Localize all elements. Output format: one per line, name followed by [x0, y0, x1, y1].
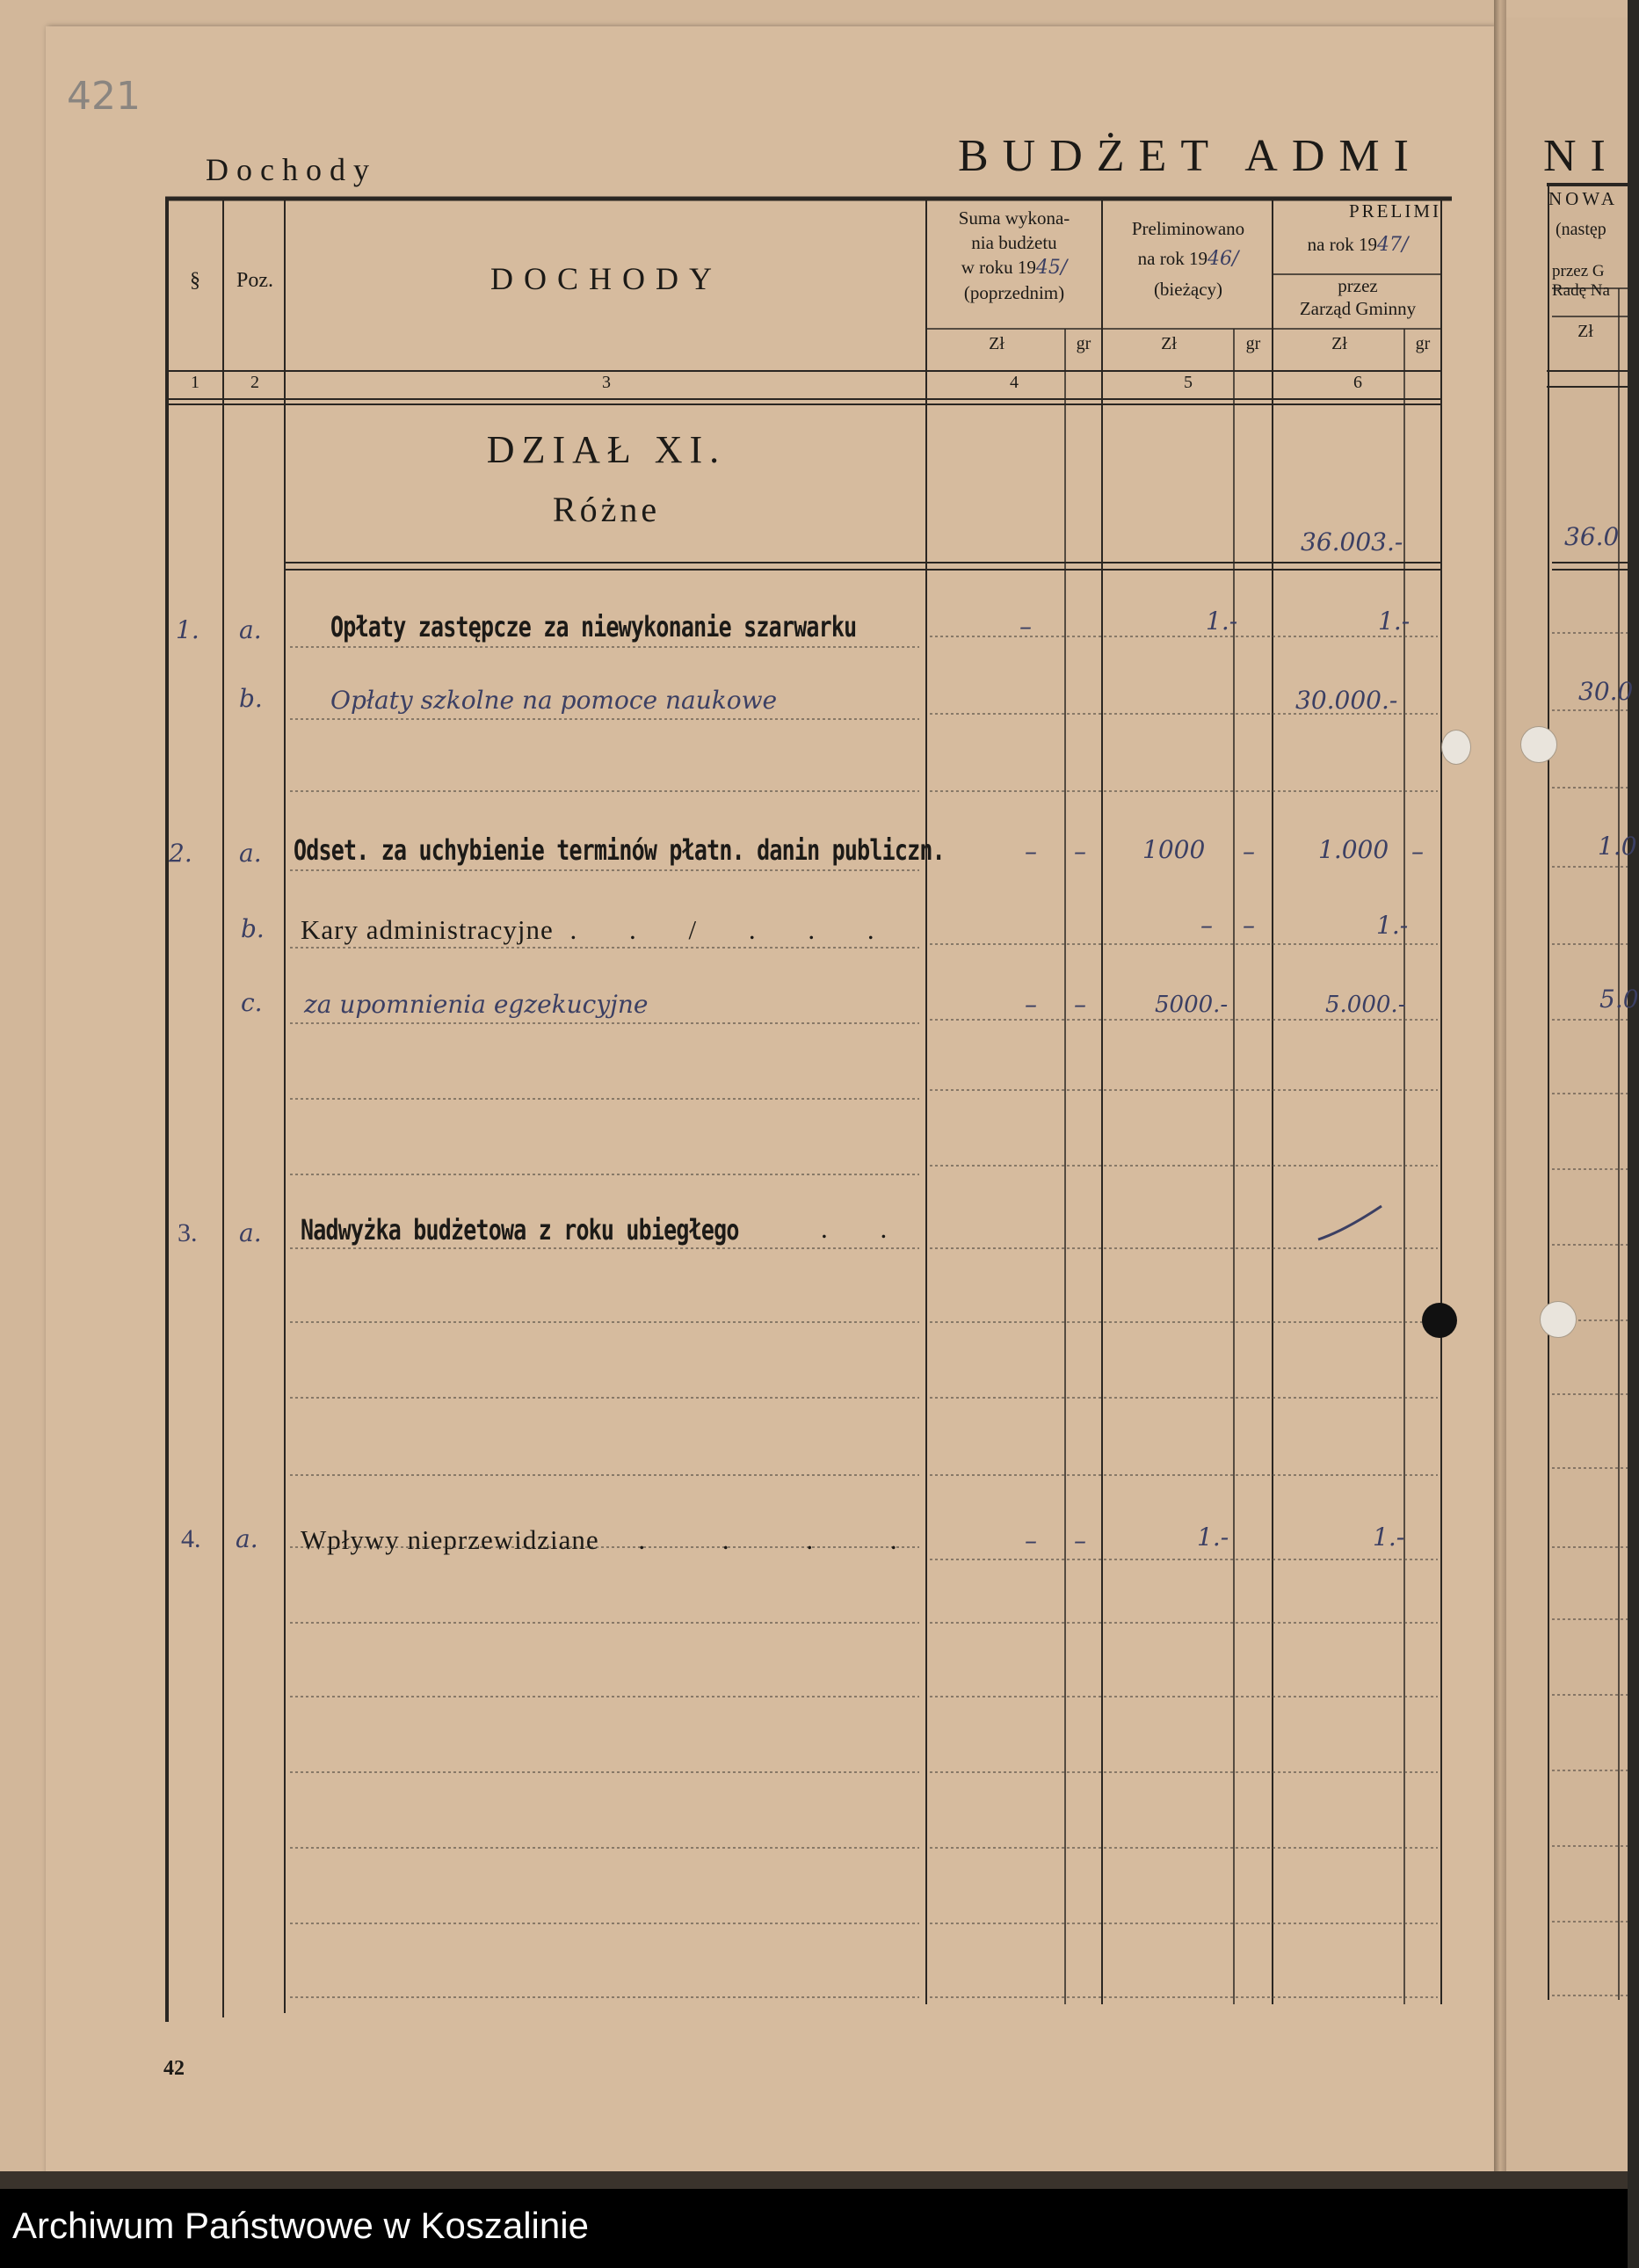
row-text: Nadwyżka budżetowa z roku ubiegłego: [301, 1213, 739, 1247]
col6-header-line: przez: [1338, 275, 1378, 296]
row-col-next-page: 1.0: [1598, 832, 1637, 861]
row-col5: 1.-: [1197, 1523, 1229, 1552]
document-title: BUDŻET ADMI: [958, 131, 1423, 181]
punch-hole: [1520, 726, 1557, 763]
row-col5: –: [1200, 911, 1213, 940]
col6-header-year-line: [1274, 232, 1441, 258]
row-col4-gr: –: [1074, 1526, 1086, 1555]
right-page-col-header: [1552, 262, 1610, 301]
col-number: 4: [1010, 373, 1019, 392]
row-col5-gr: –: [1243, 837, 1255, 866]
col-number: 2: [250, 373, 259, 392]
col-number: 1: [191, 373, 199, 392]
document-title-continued: NI: [1543, 131, 1620, 181]
archive-credit: Archiwum Państwowe w Koszalinie: [12, 2205, 589, 2246]
leader-dots: . . . .: [638, 1524, 932, 1555]
row-col5: 5000.-: [1155, 992, 1229, 1018]
gr-label: gr: [1245, 334, 1261, 353]
col6-header-by: [1274, 274, 1441, 320]
right-page-header: NOWA: [1548, 188, 1618, 209]
row-text: za upomnienia egzekucyjne: [304, 990, 649, 1019]
col5-year: 46/: [1207, 248, 1239, 270]
section-total: 36.003.-: [1301, 527, 1403, 556]
zl-label: Zł: [1331, 334, 1347, 353]
right-page-col-line: Radę Na: [1552, 281, 1610, 300]
row-col5-gr: –: [1243, 911, 1255, 940]
row-poz: b.: [239, 684, 263, 713]
col5-header-line: Preliminowano: [1131, 218, 1245, 239]
col4-header-year-line: [928, 255, 1100, 280]
col-number: 5: [1184, 373, 1193, 392]
row-col6: 1.-: [1373, 1523, 1405, 1552]
punch-hole: [1441, 730, 1471, 765]
col6-year: 47/: [1376, 234, 1409, 256]
gr-label: gr: [1076, 334, 1091, 353]
col6-header-line: Zarząd Gminny: [1299, 298, 1417, 319]
row-text: Opłaty szkolne na pomoce naukowe: [330, 686, 778, 715]
row-col6: 30.000.-: [1295, 686, 1398, 715]
col6-year-prefix: na rok 19: [1307, 234, 1377, 255]
col5-header: [1104, 216, 1273, 302]
section-total-next-page: 36.0: [1564, 522, 1620, 551]
row-text: [301, 914, 897, 946]
section-subtitle: Różne: [552, 490, 661, 529]
col4-header: [928, 206, 1100, 305]
row-col6: 1.-: [1376, 911, 1409, 940]
col-poz-header: Poz.: [236, 269, 273, 292]
running-heading: Dochody: [206, 152, 377, 187]
zl-label: Zł: [1577, 322, 1593, 341]
col5-year-prefix: na rok 19: [1137, 248, 1207, 269]
row-para: 1.: [176, 615, 199, 644]
zl-label: Zł: [1161, 334, 1177, 353]
row-col-next-page: 5.0: [1599, 985, 1639, 1014]
row-col4: –: [1025, 1526, 1037, 1555]
right-page-col-line: przez G: [1552, 262, 1605, 280]
col4-year-prefix: w roku 19: [961, 257, 1036, 278]
row-poz: a.: [236, 1524, 258, 1553]
col4-header-line: (poprzednim): [963, 282, 1065, 303]
row-para: 3.: [178, 1218, 198, 1247]
row-col6-gr: –: [1411, 837, 1424, 866]
row-col-next-page: 30.0: [1578, 677, 1634, 706]
col4-year: 45/: [1035, 257, 1068, 279]
row-text: Odset. za uchybienie terminów płatn. danin publiczn.: [294, 833, 945, 867]
row-col4: –: [1019, 612, 1032, 641]
row-text: Opłaty zastępcze za niewykonanie szarwarku: [330, 610, 857, 643]
row-para: 2.: [169, 839, 192, 868]
row-poz: c.: [241, 988, 263, 1017]
row-poz: a.: [239, 615, 262, 644]
row-text: [301, 1524, 932, 1556]
leader-dots: . . / . . .: [569, 914, 897, 945]
row-col4-gr: –: [1074, 990, 1086, 1019]
gr-label: gr: [1415, 334, 1431, 353]
col4-header-line: Suma wykona-: [958, 207, 1070, 229]
row-col6: 5.000.-: [1325, 992, 1406, 1018]
row-poz: b.: [241, 914, 265, 943]
row-col5: 1000: [1142, 835, 1206, 864]
row-para: 4.: [181, 1524, 201, 1553]
punch-hole: [1540, 1301, 1577, 1338]
col4-header-line: nia budżetu: [971, 232, 1057, 253]
punch-hole: [1422, 1303, 1457, 1338]
row-col4: –: [1025, 990, 1037, 1019]
col5-header-year-line: [1104, 246, 1273, 272]
row-poz: a.: [239, 1218, 262, 1247]
row-col4: –: [1025, 837, 1037, 866]
row-text-label: Wpływy nieprzewidziane: [301, 1524, 599, 1555]
row-col6: 1.000: [1318, 835, 1389, 864]
row-text-label: Kary administracyjne: [301, 914, 554, 945]
col6-header-top: PRELIMI: [1349, 200, 1441, 222]
right-page-subheader: (następ: [1556, 220, 1606, 239]
row-col5: 1.-: [1206, 607, 1238, 636]
col-para-header: §: [190, 269, 200, 292]
col-number: 3: [602, 373, 611, 392]
pencil-folio-number: 421: [67, 74, 141, 119]
row-col6: 1.-: [1378, 607, 1411, 636]
zl-label: Zł: [989, 334, 1004, 353]
col-number: 6: [1353, 373, 1362, 392]
row-poz: a.: [239, 839, 262, 868]
row-col4-gr: –: [1074, 837, 1086, 866]
page-number: 42: [163, 2057, 185, 2080]
col-dochody-header: DOCHODY: [490, 261, 722, 296]
section-title: DZIAŁ XI.: [486, 428, 727, 471]
leader-dots: . .: [821, 1213, 910, 1244]
col5-header-line: (bieżący): [1153, 279, 1223, 300]
